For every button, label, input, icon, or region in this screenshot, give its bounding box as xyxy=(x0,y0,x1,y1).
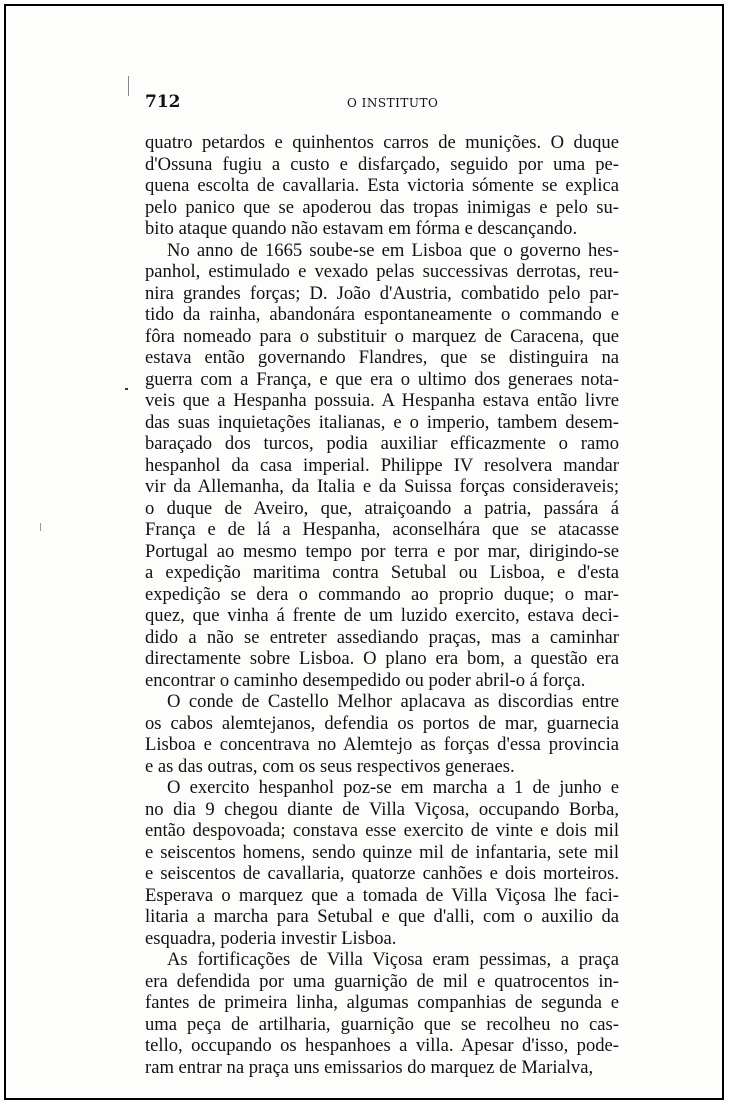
text-line: Esperava o marquez que a tomada de Villa Viçosa lhe faci- xyxy=(145,884,619,906)
text-line: quatro petardos e quinhentos carros de munições. O duque xyxy=(145,132,619,153)
paragraph xyxy=(145,240,619,692)
text-line: tello, occupando os hespanhoes a villa. Apesar d'isso, pode- xyxy=(145,1035,619,1056)
text-line: veis que a Hespanha possuia. A Hespanha estava então livre xyxy=(145,390,619,411)
text-line: bito ataque quando não estavam em fórma e descançando. xyxy=(145,218,578,239)
text-line: d'Ossuna fugiu a custo e disfarçado, seguido por uma pe- xyxy=(145,153,619,175)
text-line: hespanhol da casa imperial. Philippe IV resolvera mandar xyxy=(145,454,619,476)
paragraph xyxy=(145,949,619,1078)
text-line: França e de lá a Hespanha, aconselhára que se atacasse xyxy=(145,519,619,540)
text-line: guerra com a França, e que era o ultimo dos generaes nota- xyxy=(145,368,619,390)
text-line: expedição se dera o commando ao proprio duque; o mar- xyxy=(145,583,619,605)
scan-mark xyxy=(40,523,41,531)
text-line: Portugal ao mesmo tempo por terra e por mar, dirigindo-se xyxy=(145,540,619,562)
text-line: encontrar o caminho desempedido ou poder abril-o á força. xyxy=(145,669,586,691)
text-line: O exercito hespanhol poz-se em marcha a 1 de junho e xyxy=(167,777,619,798)
text-line: os cabos alemtejanos, defendia os portos de mar, guarnecia xyxy=(145,712,619,734)
text-line: fantes de primeira linha, algumas companhias de segunda e xyxy=(145,992,619,1013)
text-line: vir da Allemanha, da Italia e da Suissa forças consideraveis; xyxy=(145,476,619,497)
text-line: a expedição maritima contra Setubal ou Lisboa, e d'esta xyxy=(145,562,619,583)
page-header xyxy=(145,92,620,116)
book-page xyxy=(4,4,724,1100)
text-line: O conde de Castello Melhor aplacava as discordias entre xyxy=(167,691,619,712)
paragraph xyxy=(145,691,619,777)
text-line: o duque de Aveiro, que, atraiçoando a patria, passára á xyxy=(145,497,619,519)
text-line: panhol, estimulado e vexado pelas successivas derrotas, reu- xyxy=(145,261,619,282)
text-line: No anno de 1665 soube-se em Lisboa que o governo hes- xyxy=(167,239,619,261)
text-line: estava então governando Flandres, que se distinguira na xyxy=(145,347,619,368)
text-line: esquadra, poderia investir Lisboa. xyxy=(145,927,397,949)
text-line: e seiscentos de cavallaria, quatorze canhões e dois morteiros. xyxy=(145,863,619,884)
text-line: era defendida por uma guarnição de mil e quatrocentos in- xyxy=(145,970,619,992)
text-line: uma peça de artilharia, guarnição que se recolheu no cas- xyxy=(145,1013,619,1035)
scan-mark xyxy=(125,388,128,390)
text-line: ram entrar na praça uns emissarios do marquez de Marialva, xyxy=(145,1056,594,1078)
text-line: baraçado dos turcos, podia auxiliar efficazmente o ramo xyxy=(145,433,619,454)
text-line: nira grandes forças; D. João d'Austria, combatido pelo par- xyxy=(145,282,619,304)
page-number: 712 xyxy=(145,92,181,112)
text-line: quez, que vinha á frente de um luzido exercito, estava deci- xyxy=(145,605,619,626)
running-title: O INSTITUTO xyxy=(347,96,439,110)
text-line: então despovoada; constava esse exercito de vinte e dois mil xyxy=(145,820,619,841)
text-line: quena escolta de cavallaria. Esta victoria sómente se explica xyxy=(145,175,619,196)
text-line: litaria a marcha para Setubal e que d'alli, com o auxilio da xyxy=(145,906,619,927)
text-line: tido da rainha, abandonára espontaneamente o commando e xyxy=(145,304,619,325)
paragraph xyxy=(145,777,619,949)
body-text xyxy=(145,132,619,1078)
text-line: dido a não se entreter assediando praças, mas a caminhar xyxy=(145,626,619,648)
text-line: e seiscentos homens, sendo quinze mil de infantaria, sete mil xyxy=(145,841,619,863)
text-line: pelo panico que se apoderou das tropas inimigas e pelo su- xyxy=(145,196,619,218)
text-line: das suas inquietações italianas, e o imperio, tambem desem- xyxy=(145,411,619,433)
text-line: As fortificações de Villa Viçosa eram pessimas, a praça xyxy=(167,949,619,970)
text-line: directamente sobre Lisboa. O plano era bom, a questão era xyxy=(145,648,619,669)
scan-mark xyxy=(128,76,129,96)
text-line: e as das outras, com os seus respectivos generaes. xyxy=(145,755,515,777)
text-line: fôra nomeado para o substituir o marquez de Caracena, que xyxy=(145,325,619,347)
paragraph xyxy=(145,132,619,240)
text-line: Lisboa e concentrava no Alemtejo as forças d'essa provincia xyxy=(145,734,619,755)
text-line: no dia 9 chegou diante de Villa Viçosa, occupando Borba, xyxy=(145,798,619,820)
